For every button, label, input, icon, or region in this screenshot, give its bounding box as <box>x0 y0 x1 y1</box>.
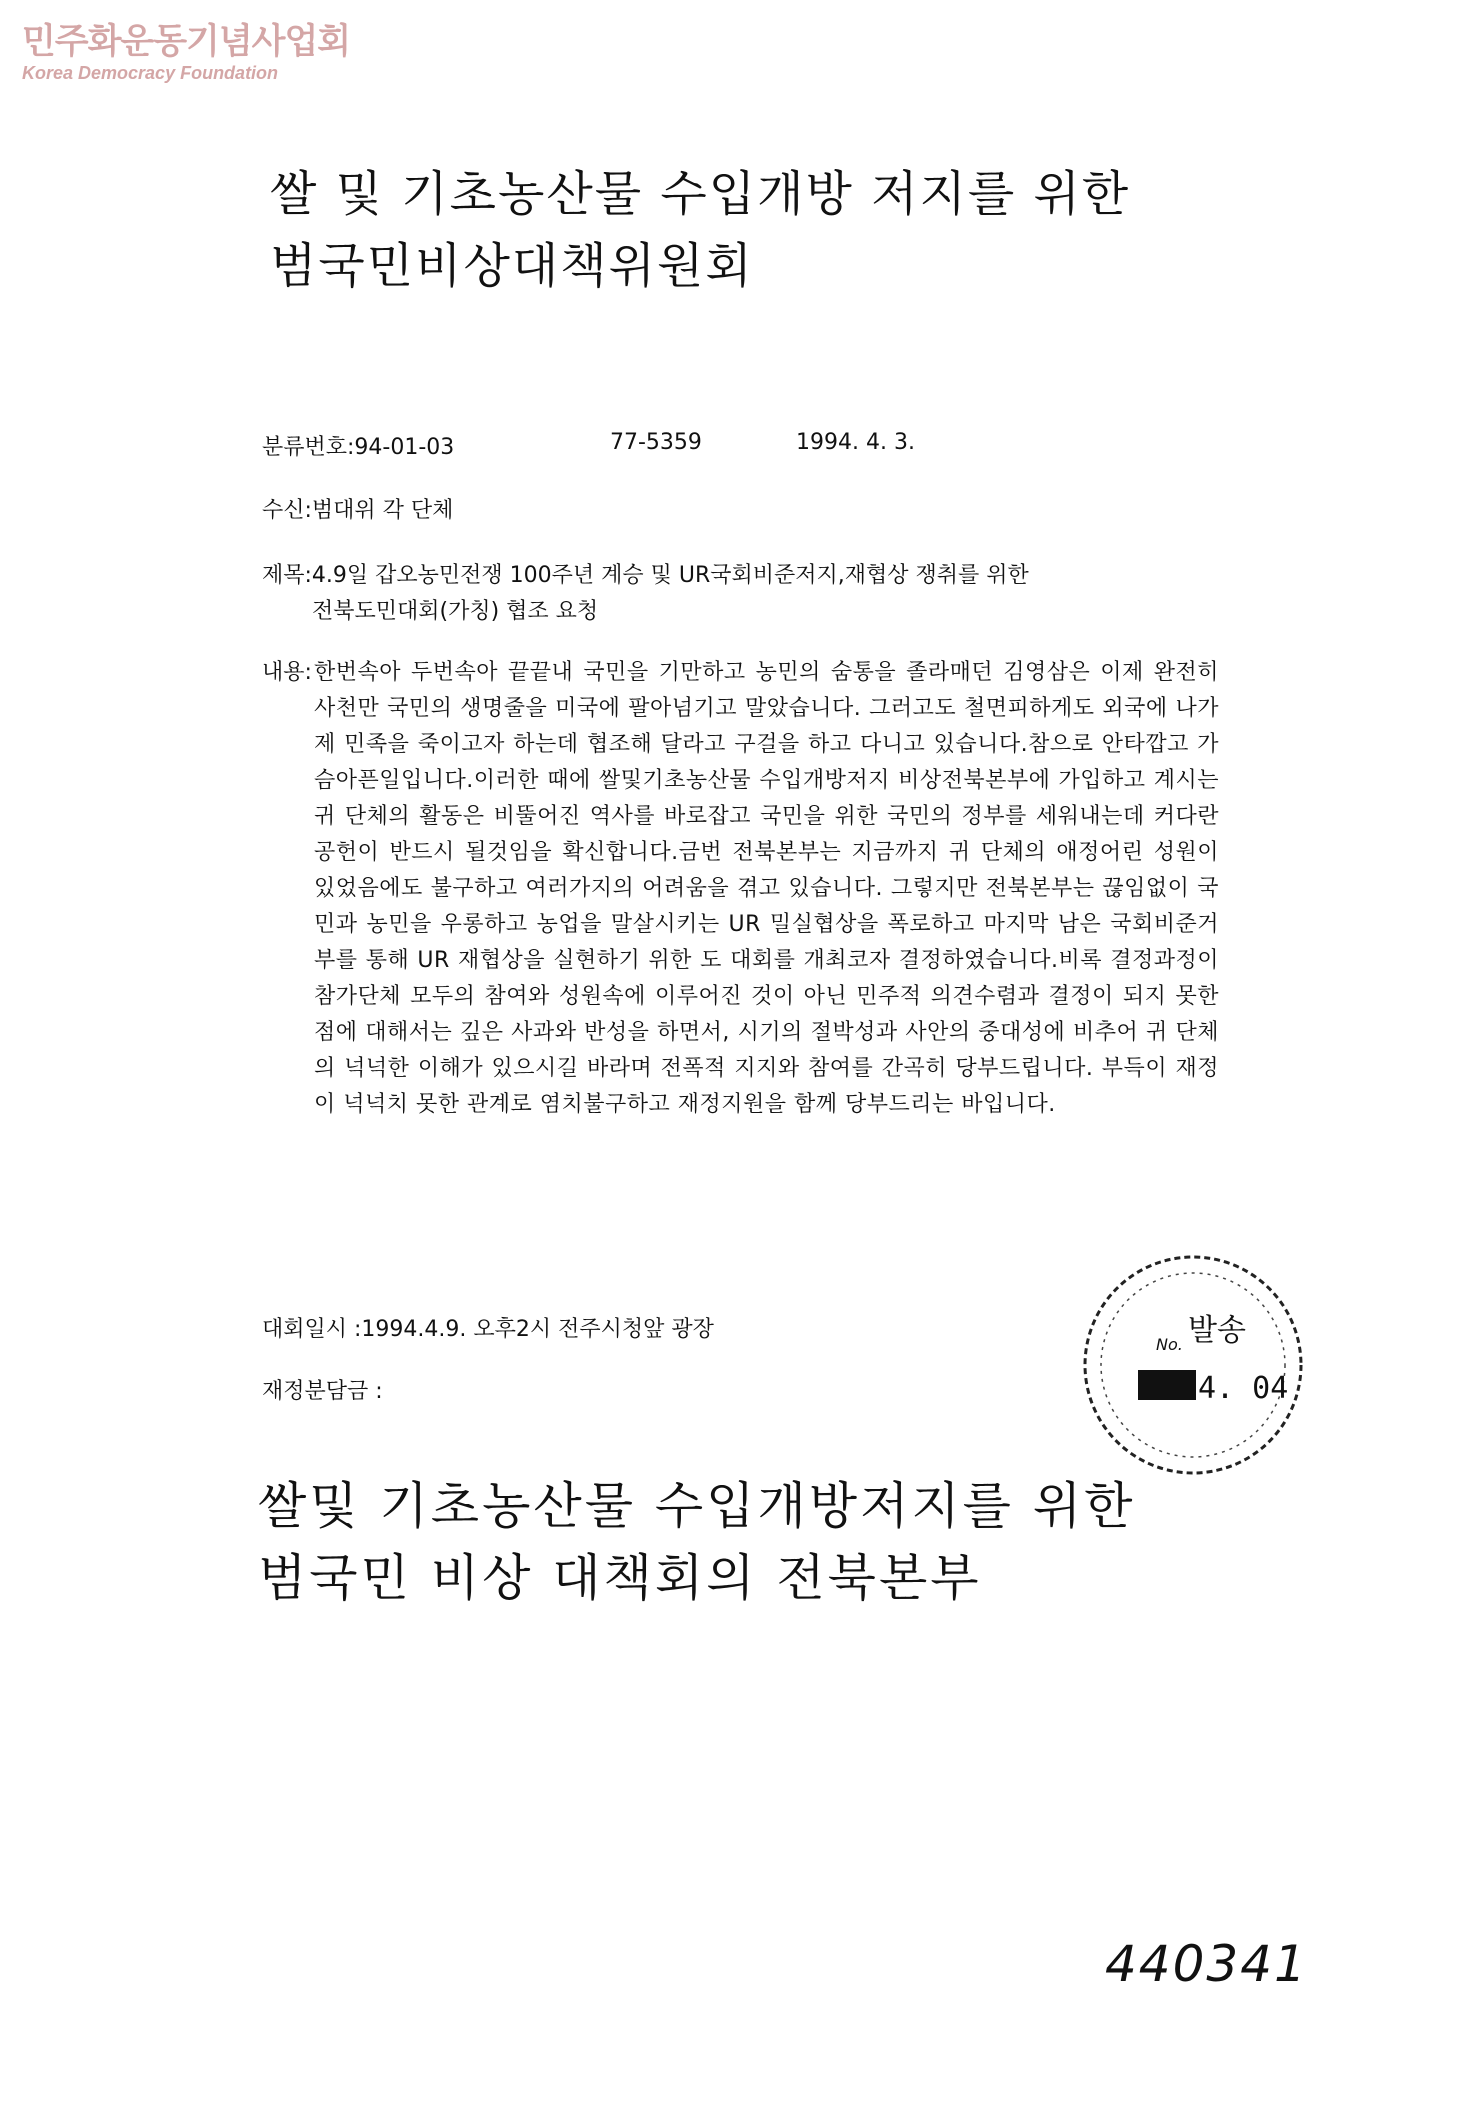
watermark-korean: 민주화운동기념사업회 <box>22 22 351 62</box>
handwritten-document-number: 440341 <box>1105 1935 1308 1993</box>
reference-number: 77-5359 <box>610 430 702 455</box>
subject-line-2: 전북도민대회(가칭) 협조 요청 <box>312 599 599 624</box>
title-line-2: 범국민비상대책위원회 <box>270 238 754 294</box>
issuer-name <box>258 1470 1135 1614</box>
stamp-no: No. <box>1156 1335 1183 1354</box>
event-info: 대회일시 :1994.4.9. 오후2시 전주시청앞 광장 <box>262 1317 714 1342</box>
document-title <box>270 158 1130 302</box>
recipient: 수신:범대위 각 단체 <box>262 498 454 523</box>
issuer-line-1: 쌀및 기초농산물 수입개방저지를 위한 <box>258 1477 1136 1535</box>
finance-contribution: 재정분담금 : <box>262 1379 383 1404</box>
classification-number: 분류번호:94-01-03 <box>262 435 455 460</box>
stamp-date: 4. 04 <box>1198 1371 1289 1406</box>
title-line-1: 쌀 및 기초농산물 수입개방 저지를 위한 <box>270 166 1131 222</box>
watermark <box>22 22 350 84</box>
content <box>262 655 1219 1123</box>
subject-line-1: 제목:4.9일 갑오농민전쟁 100주년 계승 및 UR국회비준저지,재협상 쟁취를 위한 <box>262 563 1029 588</box>
content-body: 한번속아 두번속아 끝끝내 국민을 기만하고 농민의 숨통을 졸라매던 김영삼은 이제 완전히 사천만 국민의 생명줄을 미국에 팔아넘기고 말았습니다. 그러고도 철면피하게도 외국에 나가 제 민족을 죽이고자 하는데 협조해 달라고 구걸을 하고 다니고 있습니다.참으로 안타깝고 가슴아픈일입니다.이러한 때에 쌀및기초농산물 수입개방저지 비상전북본부에 가입하고 계시는 귀 단체의 활동은 비뚤어진 역사를 바로잡고 국민을 위한 국민의 정부를 세워내는데 커다란 공헌이 반드시 될것임을 확신합니다.금번 전북본부는 지금까지 귀 단체의 애정어린 성원이 있었음에도 불구하고 여러가지의 어려움을 겪고 있습니다. 그렇지만 전북본부는 끊임없이 국민과 농민을 우롱하고 농업을 말살시키는 UR 밀실협상을 폭로하고 마지막 남은 국회비준거부를 통해 UR 재협상을 실현하기 위한 도 대회를 개최코자 결정하였습니다.비록 결정과정이 참가단체 모두의 참여와 성원속에 이루어진 것이 아닌 민주적 의견수렴과 결정이 되지 못한 점에 대해서는 깊은 사과와 반성을 하면서, 시기의 절박성과 사안의 중대성에 비추어 귀 단체의 넉넉한 이해가 있으시길 바라며 전폭적 지지와 참여를 간곡히 당부드립니다. 부득이 재정이 넉넉치 못한 관계로 염치불구하고 재정지원을 함께 당부드리는 바입니다. <box>314 660 1219 1117</box>
watermark-english: Korea Democracy Foundation <box>22 63 279 83</box>
subject <box>262 558 1212 630</box>
document-date: 1994. 4. 3. <box>796 430 915 455</box>
stamp-icon <box>1078 1250 1308 1480</box>
content-label: 내용: <box>262 660 312 685</box>
stamp-sent: 발송 <box>1188 1313 1246 1348</box>
issuer-line-2: 범국민 비상 대책회의 전북본부 <box>258 1549 982 1607</box>
dispatch-stamp <box>1078 1250 1308 1480</box>
